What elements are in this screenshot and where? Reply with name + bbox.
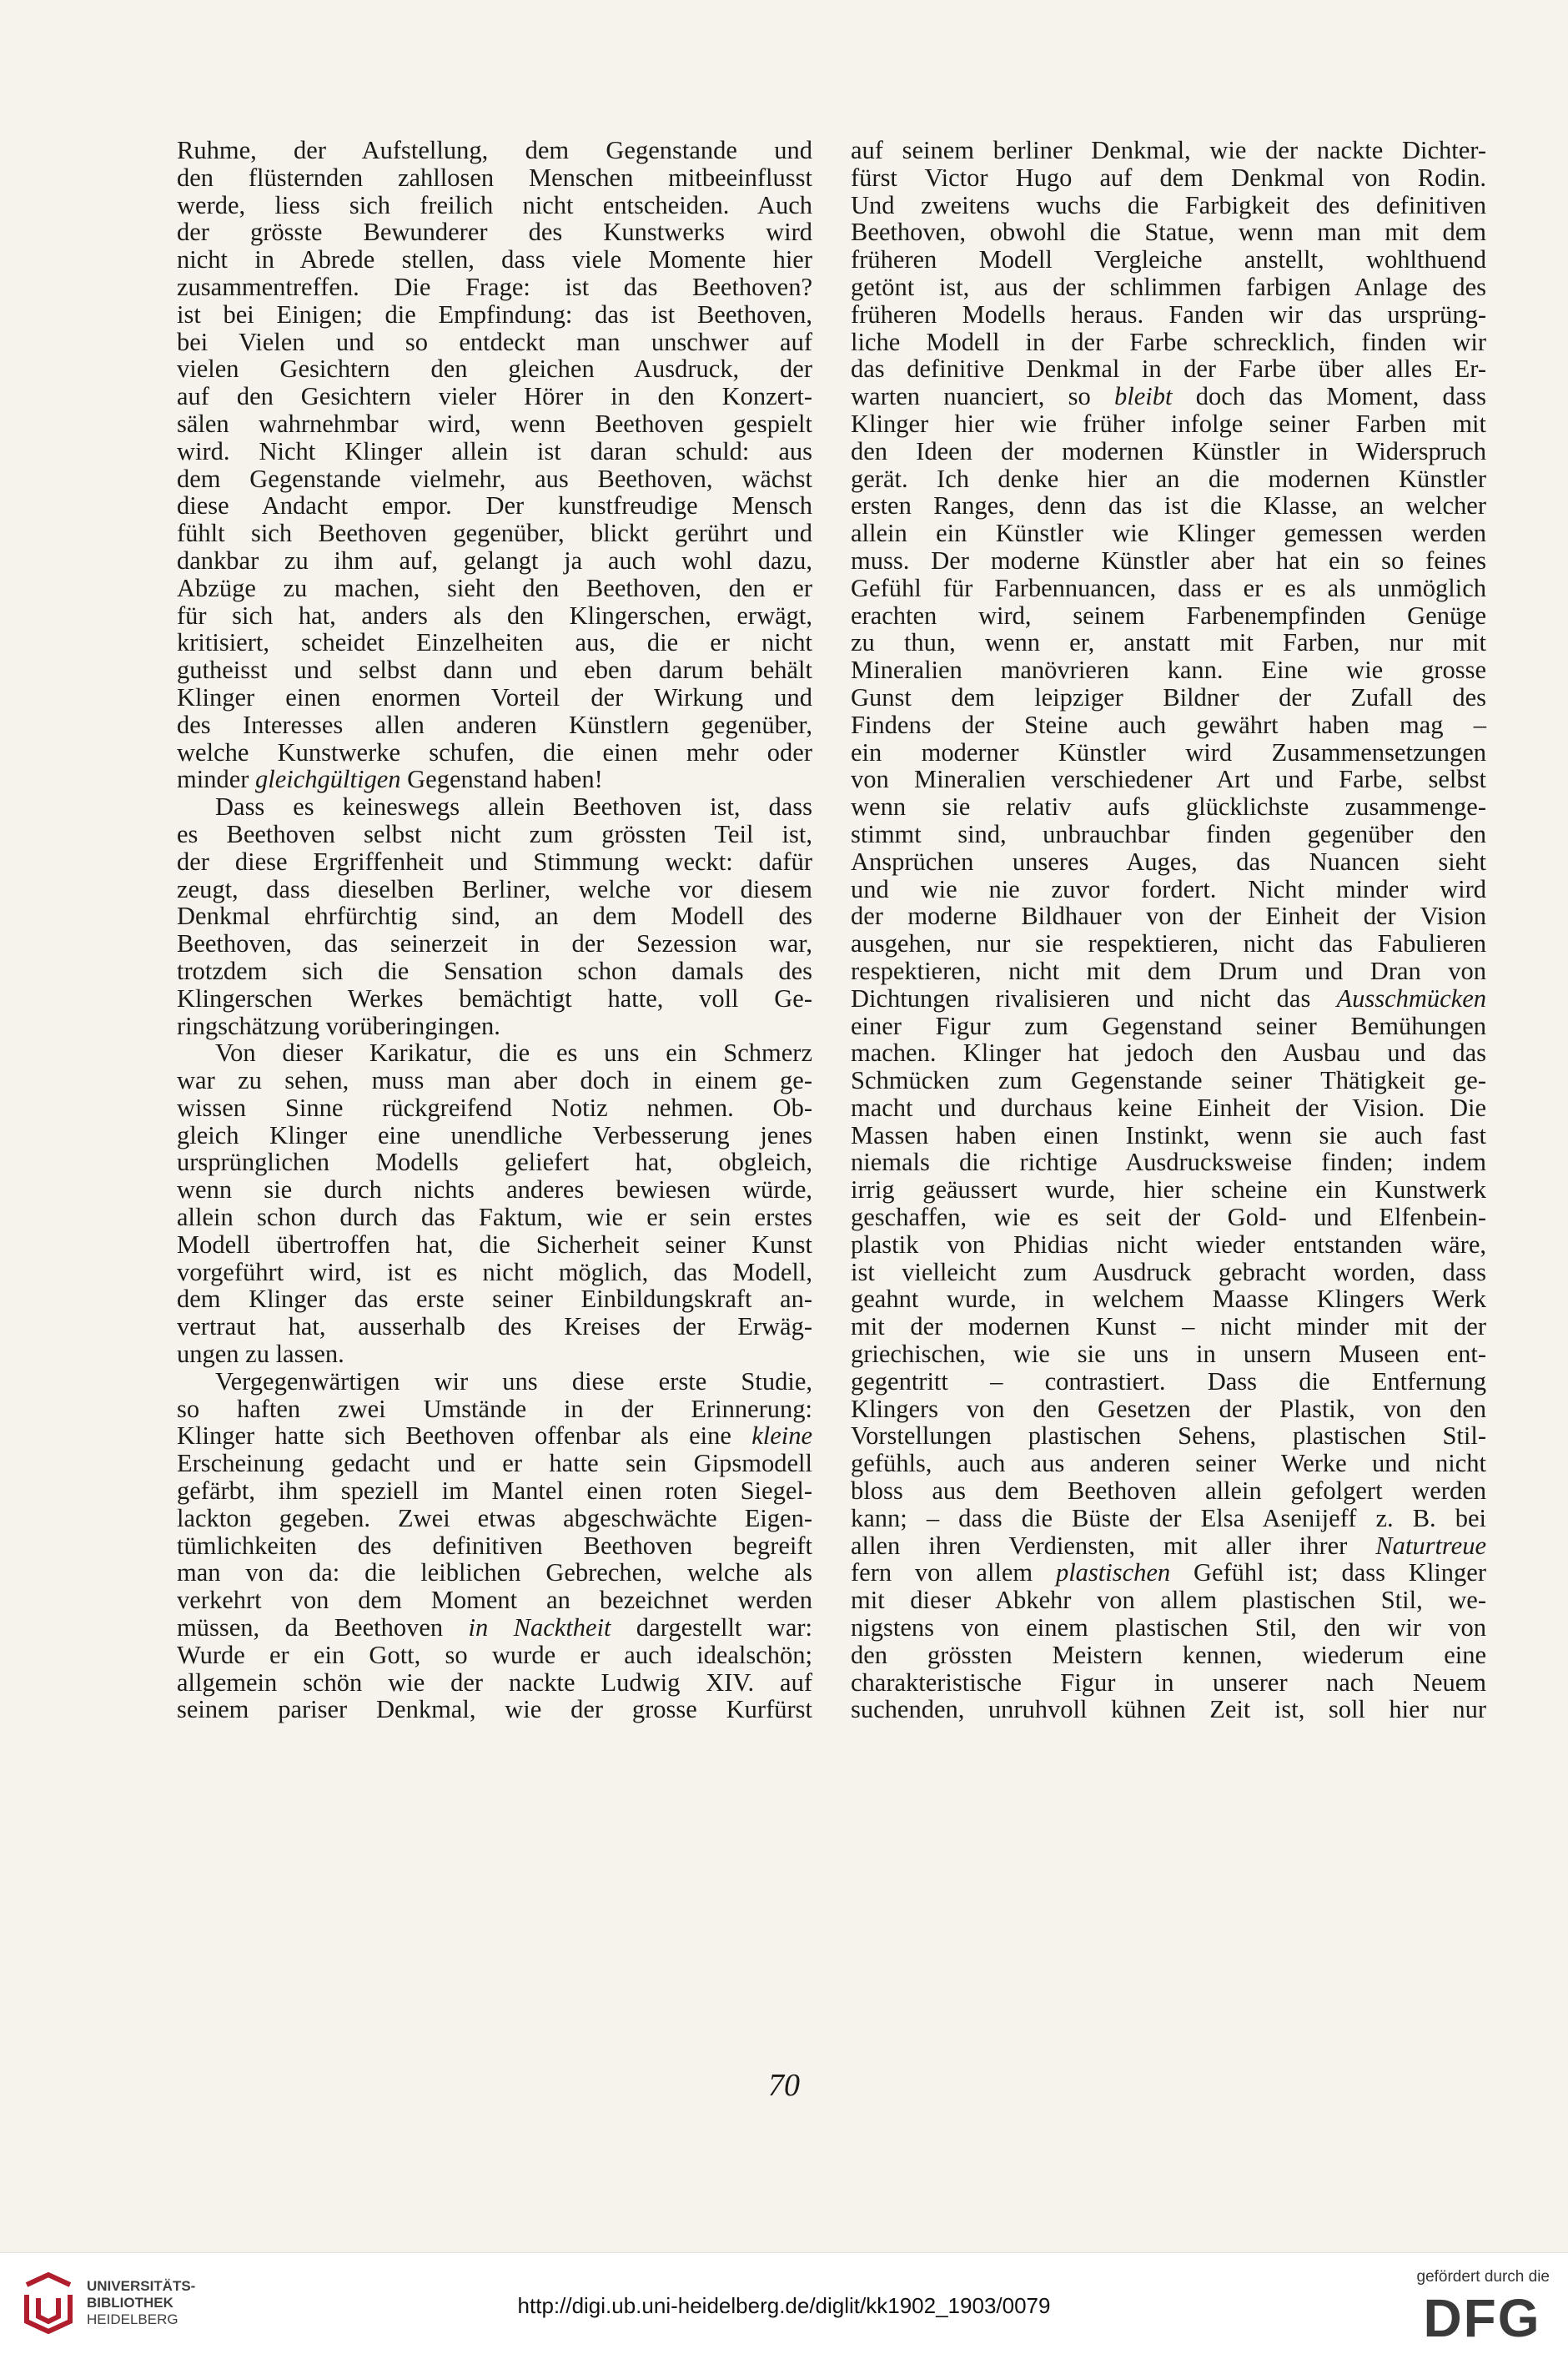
funding-label: gefördert durch die [1416,2268,1550,2286]
permalink-url[interactable]: http://digi.ub.uni-heidelberg.de/diglit/kk1902_1903/0079 [517,2293,1051,2318]
emphasized-text: kleine [751,1421,812,1451]
text-line [177,848,812,876]
line-text: wissen Sinne rückgreifend Notiz nehmen. Ob- [177,1093,812,1122]
line-text: Gunst dem leipziger Bildner der Zufall des [851,682,1486,712]
line-text: den grössten Meistern kennen, wiederum eine [851,1640,1486,1669]
text-line [177,355,812,383]
line-text: müssen, da Beethoven [177,1613,469,1642]
text-line [177,219,812,246]
text-line [851,958,1486,985]
line-text: respektieren, nicht mit dem Drum und Dran von [851,956,1486,985]
text-line [851,1642,1486,1669]
line-text: wird. Nicht Klinger allein ist daran schuld: aus [177,436,812,465]
line-text: bei Vielen und so entdeckt man unschwer auf [177,327,812,356]
line-text: Findens der Steine auch gewährt haben mag – [851,710,1486,739]
text-line [177,492,812,520]
text-line [851,1368,1486,1396]
text-line [851,1532,1486,1560]
text-line [177,1259,812,1286]
line-text: kann; – dass die Büste der Elsa Asenijeff z. B. bei [851,1503,1486,1532]
emphasized-text: gleichgültigen [255,765,401,794]
line-text: ersten Ranges, denn das ist die Klasse, an welcher [851,491,1486,521]
text-line [851,656,1486,684]
line-text: nigstens von einem plastischen Stil, den wir von [851,1613,1486,1642]
text-line [177,821,812,848]
line-text: wenn sie relativ aufs glücklichste zusammenge- [851,792,1486,822]
line-text: Dass es keineswegs allein Beethoven ist, dass [215,792,812,822]
text-line [851,1313,1486,1340]
text-line [851,355,1486,383]
text-line [851,575,1486,602]
text-line [177,274,812,301]
line-text: Massen haben einen Instinkt, wenn sie auch fast [851,1120,1486,1149]
text-line [851,1669,1486,1697]
line-text: war zu sehen, muss man aber doch in einem ge- [177,1066,812,1095]
text-line [851,1450,1486,1477]
text-line [851,410,1486,438]
line-text: Vergegenwärtigen wir uns diese erste Studie, [215,1366,812,1396]
text-line [177,1532,812,1560]
line-text: den Ideen der modernen Künstler in Widerspruch [851,436,1486,465]
text-line [177,1696,812,1723]
line-text: Ansprüchen unseres Auges, das Nuancen sieht [851,847,1486,876]
text-line [851,629,1486,656]
left-text-column [177,137,812,1723]
emphasized-text: bleibt [1114,382,1173,411]
text-line [851,1614,1486,1642]
text-line [177,246,812,274]
text-line [851,1204,1486,1231]
text-line [177,1450,812,1477]
text-line [851,793,1486,821]
footer-bar [0,2252,1568,2359]
line-text: gefühls, auch aus anderen seiner Werke und nicht [851,1449,1486,1478]
line-text: ungen zu lassen. [177,1340,344,1369]
text-line [177,465,812,493]
library-line-3: HEIDELBERG [87,2311,178,2327]
line-text: Beethoven, das seinerzeit in der Sezession war, [177,929,812,958]
line-text: Beethoven, obwohl die Statue, wenn man mit dem [851,218,1486,247]
line-text: Denkmal ehrfürchtig sind, an dem Modell des [177,902,812,931]
text-line [177,876,812,903]
line-text: es Beethoven selbst nicht zum grössten Teil ist, [177,819,812,848]
text-line [177,1149,812,1176]
line-text: werde, liess sich freilich nicht entscheiden. Auch [177,190,812,219]
right-text-column [851,137,1486,1723]
text-line [177,1505,812,1532]
line-text: Gefühl für Farbennuancen, dass er es als unmöglich [851,573,1486,602]
text-line [851,1176,1486,1204]
text-line [177,1039,812,1067]
line-text: ist vielleicht zum Ausdruck gebracht worden, dass [851,1257,1486,1286]
line-text: fern von allem [851,1558,1056,1587]
text-line [851,547,1486,575]
line-text: ist bei Einigen; die Empfindung: das ist Beethoven, [177,299,812,329]
text-line [851,1067,1486,1094]
text-line [851,1559,1486,1587]
line-text: Vorstellungen plastischen Sehens, plastischen Stil- [851,1421,1486,1451]
line-text: muss. Der moderne Künstler aber hat ein so feines [851,546,1486,575]
line-text: fürst Victor Hugo auf dem Denkmal von Rodin. [851,163,1486,192]
text-line [851,492,1486,520]
line-text: gutheisst und selbst dann und eben darum behält [177,656,812,685]
text-line [177,1587,812,1614]
line-text: wenn sie durch nichts anderes bewiesen würde, [177,1175,812,1205]
text-line [177,1669,812,1697]
line-text-after: Gefühl ist; dass Klinger [1170,1558,1486,1587]
text-line [177,1340,812,1368]
line-text: Mineralien manövrieren kann. Eine wie grosse [851,656,1486,685]
line-text: minder [177,765,256,794]
text-line [851,1039,1486,1067]
text-line [851,1696,1486,1723]
line-text: bloss aus dem Beethoven allein gefolgert werden [851,1476,1486,1506]
line-text: machen. Klinger hat jedoch den Ausbau und das [851,1039,1486,1068]
line-text: ausgehen, nur sie respektieren, nicht das Fabulieren [851,929,1486,958]
line-text: stimmt sind, unbrauchbar finden gegenüber den [851,819,1486,848]
text-line [851,848,1486,876]
text-line [177,547,812,575]
line-text: dankbar zu ihm auf, gelangt ja auch wohl dazu, [177,546,812,575]
line-text: der moderne Bildhauer von der Einheit der Vision [851,902,1486,931]
line-text: zu thun, wenn er, anstatt mit Farben, nur mit [851,628,1486,657]
text-line [851,383,1486,410]
text-line [177,1094,812,1122]
line-text: macht und durchaus keine Einheit der Vision. Die [851,1093,1486,1122]
text-line [851,1013,1486,1040]
line-text: früheren Modell Vergleiche anstellt, wohlthuend [851,245,1486,274]
text-line [177,410,812,438]
text-line [177,1313,812,1340]
text-line [851,1587,1486,1614]
line-text-after: Gegenstand haben! [400,765,603,794]
text-line [851,164,1486,192]
line-text: vorgeführt wird, ist es nicht möglich, das Modell, [177,1257,812,1286]
line-text: griechischen, wie sie uns in unsern Museen ent- [851,1340,1486,1369]
line-text: vielen Gesichtern den gleichen Ausdruck, der [177,355,812,384]
line-text: das definitive Denkmal in der Farbe über alles Er- [851,355,1486,384]
line-text: Klinger einen enormen Vorteil der Wirkung und [177,682,812,712]
text-line [851,1422,1486,1450]
line-text: ringschätzung vorüberingingen. [177,1011,500,1040]
line-text: allein ein Künstler wie Klinger gemessen werden [851,519,1486,548]
line-text: fühlt sich Beethoven gegenüber, blickt gerührt und [177,519,812,548]
text-line [851,766,1486,793]
line-text: Klinger hatte sich Beethoven offenbar als eine [177,1421,752,1451]
text-line [851,1396,1486,1423]
line-text: einer Figur zum Gegenstand seiner Bemühungen [851,1011,1486,1040]
line-text: liche Modell in der Farbe schrecklich, finden wir [851,327,1486,356]
text-line [177,629,812,656]
line-text: allein schon durch das Faktum, wie er sein erstes [177,1203,812,1232]
text-line [177,1559,812,1587]
line-text: auf den Gesichtern vieler Hörer in den Konzert- [177,382,812,411]
text-line [851,1285,1486,1313]
text-line [177,1285,812,1313]
text-line [177,712,812,739]
text-line [177,301,812,329]
text-line [177,1231,812,1259]
line-text: mit der modernen Kunst – nicht minder mit der [851,1312,1486,1341]
line-text-after: dargestellt war: [611,1613,812,1642]
text-line [177,684,812,712]
text-line [851,1231,1486,1259]
line-text: geahnt wurde, in welchem Maasse Klingers Werk [851,1285,1486,1314]
text-line [851,1340,1486,1368]
text-line [851,438,1486,465]
emphasized-text: plastischen [1055,1558,1171,1587]
text-line [177,903,812,930]
text-line [851,739,1486,767]
text-line [851,903,1486,930]
text-line [851,192,1486,219]
line-text: sälen wahrnehmbar wird, wenn Beethoven gespielt [177,409,812,438]
line-text-after: doch das Moment, dass [1172,382,1486,411]
text-line [851,985,1486,1013]
text-line [177,1422,812,1450]
line-text: plastik von Phidias nicht wieder entstanden wäre, [851,1230,1486,1259]
line-text: des Interesses allen anderen Künstlern gegenüber, [177,710,812,739]
line-text: warten nuanciert, so [851,382,1114,411]
line-text: gefärbt, ihm speziell im Mantel einen roten Siegel- [177,1476,812,1506]
text-line [177,438,812,465]
text-line [851,301,1486,329]
line-text: für sich hat, anders als den Klingerschen, erwägt, [177,601,812,630]
library-line-1: UNIVERSITÄTS- [87,2278,196,2294]
text-line [177,137,812,164]
text-line [177,656,812,684]
text-line [177,1067,812,1094]
text-line [851,520,1486,547]
line-text: gegentritt – contrastiert. Dass die Entfernung [851,1366,1486,1396]
line-text: trotzdem sich die Sensation schon damals des [177,956,812,985]
dfg-logo-text: DFG [1423,2291,1541,2343]
line-text: seinem pariser Denkmal, wie der grosse Kurfürst [177,1695,812,1724]
text-line [177,958,812,985]
line-text: ursprünglichen Modells geliefert hat, obgleich, [177,1148,812,1177]
text-line [177,793,812,821]
line-text: den flüsternden zahllosen Menschen mitbeeinflusst [177,163,812,192]
line-text: dem Gegenstande vielmehr, aus Beethoven, wächst [177,464,812,493]
text-line [177,1176,812,1204]
emphasized-text: Ausschmücken [1336,983,1486,1013]
line-text: getönt ist, aus der schlimmen farbigen Anlage des [851,272,1486,301]
line-text: Modell übertroffen hat, die Sicherheit seiner Kunst [177,1230,812,1259]
line-text: Klingerschen Werkes bemächtigt hatte, voll Ge- [177,983,812,1013]
line-text: so haften zwei Umstände in der Erinnerung: [177,1394,812,1423]
line-text: man von da: die leiblichen Gebrechen, welche als [177,1558,812,1587]
line-text: erachten wird, seinem Farbenempfinden Genüge [851,601,1486,630]
line-text: lackton gegeben. Zwei etwas abgeschwächte Eigen- [177,1503,812,1532]
text-line [851,712,1486,739]
line-text: gleich Klinger eine unendliche Verbesserung jenes [177,1120,812,1149]
line-text: suchenden, unruhvoll kühnen Zeit ist, soll hier nur [851,1695,1486,1724]
text-line [177,1396,812,1423]
text-line [851,465,1486,493]
line-text: tümlichkeiten des definitiven Beethoven begreift [177,1531,812,1560]
text-line [851,821,1486,848]
emphasized-text: in Nacktheit [468,1613,611,1642]
line-text: auf seinem berliner Denkmal, wie der nackte Dichter- [851,136,1486,164]
line-text: und wie nie zuvor fordert. Nicht minder wird [851,874,1486,903]
text-line [177,383,812,410]
text-line [851,1477,1486,1505]
text-line [851,246,1486,274]
line-text: der grösste Bewunderer des Kunstwerks wird [177,218,812,247]
text-line [177,766,812,793]
text-line [177,575,812,602]
line-text: von Mineralien verschiedener Art und Farbe, selbst [851,765,1486,794]
line-text: zeugt, dass dieselben Berliner, welche vor diesem [177,874,812,903]
line-text: irrig geäussert wurde, hier scheine ein Kunstwerk [851,1175,1486,1205]
line-text: Klingers von den Gesetzen der Plastik, von den [851,1394,1486,1423]
line-text: der diese Ergriffenheit und Stimmung weckt: dafür [177,847,812,876]
text-line [177,1477,812,1505]
line-text: gerät. Ich denke hier an die modernen Künstler [851,464,1486,493]
line-text: welche Kunstwerke schufen, die einen mehr oder [177,737,812,767]
line-text: nicht in Abrede stellen, dass viele Momente hier [177,245,812,274]
text-line [177,164,812,192]
text-line [177,192,812,219]
line-text: früheren Modells heraus. Fanden wir das ursprüng- [851,299,1486,329]
line-text: Abzüge zu machen, sieht den Beethoven, den er [177,573,812,602]
text-line [851,1122,1486,1149]
text-line [851,274,1486,301]
line-text: Dichtungen rivalisieren und nicht das [851,983,1337,1013]
line-text: Schmücken zum Gegenstande seiner Thätigkeit ge- [851,1066,1486,1095]
text-line [177,1204,812,1231]
line-text: zusammentreffen. Die Frage: ist das Beethoven? [177,272,812,301]
text-line [851,137,1486,164]
text-line [177,602,812,630]
text-line [851,1149,1486,1176]
text-line [851,930,1486,958]
line-text: Und zweitens wuchs die Farbigkeit des definitiven [851,190,1486,219]
line-text: allen ihren Verdiensten, mit aller ihrer [851,1531,1376,1560]
text-line [851,602,1486,630]
page-number: 70 [768,2068,800,2103]
line-text: Erscheinung gedacht und er hatte sein Gipsmodell [177,1449,812,1478]
text-line [177,1642,812,1669]
line-text: verkehrt von dem Moment an bezeichnet werden [177,1586,812,1615]
line-text: diese Andacht empor. Der kunstfreudige Mensch [177,491,812,521]
text-line [851,1505,1486,1532]
line-text: geschaffen, wie es seit der Gold- und Elfenbein- [851,1203,1486,1232]
line-text: ein moderner Künstler wird Zusammensetzungen [851,737,1486,767]
dfg-logo-icon [1415,2291,1550,2343]
library-line-2: BIBLIOTHEK [87,2295,173,2311]
text-line [177,739,812,767]
text-line [851,329,1486,356]
text-line [177,930,812,958]
line-text: Von dieser Karikatur, die es uns ein Schmerz [215,1039,812,1068]
line-text: vertraut hat, ausserhalb des Kreises der Erwäg- [177,1312,812,1341]
text-line [851,876,1486,903]
text-line [177,1614,812,1642]
text-line [177,329,812,356]
text-line [177,520,812,547]
text-line [177,985,812,1013]
line-text: dem Klinger das erste seiner Einbildungskraft an- [177,1285,812,1314]
line-text: Wurde er ein Gott, so wurde er auch idealschön; [177,1640,812,1669]
line-text: allgemein schön wie der nackte Ludwig XIV. auf [177,1667,812,1697]
line-text: Ruhme, der Aufstellung, dem Gegenstande und [177,136,812,164]
line-text: Klinger hier wie früher infolge seiner Farben mit [851,409,1486,438]
line-text: niemals die richtige Ausdrucksweise finden; indem [851,1148,1486,1177]
text-line [851,1259,1486,1286]
line-text: charakteristische Figur in unserer nach Neuem [851,1667,1486,1697]
line-text: kritisiert, scheidet Einzelheiten aus, die er nicht [177,628,812,657]
text-line [851,219,1486,246]
text-line [851,1094,1486,1122]
text-line [851,684,1486,712]
text-line [177,1013,812,1040]
emphasized-text: Naturtreue [1375,1531,1486,1560]
line-text: mit dieser Abkehr von allem plastischen Stil, we- [851,1586,1486,1615]
text-line [177,1368,812,1396]
text-line [177,1122,812,1149]
